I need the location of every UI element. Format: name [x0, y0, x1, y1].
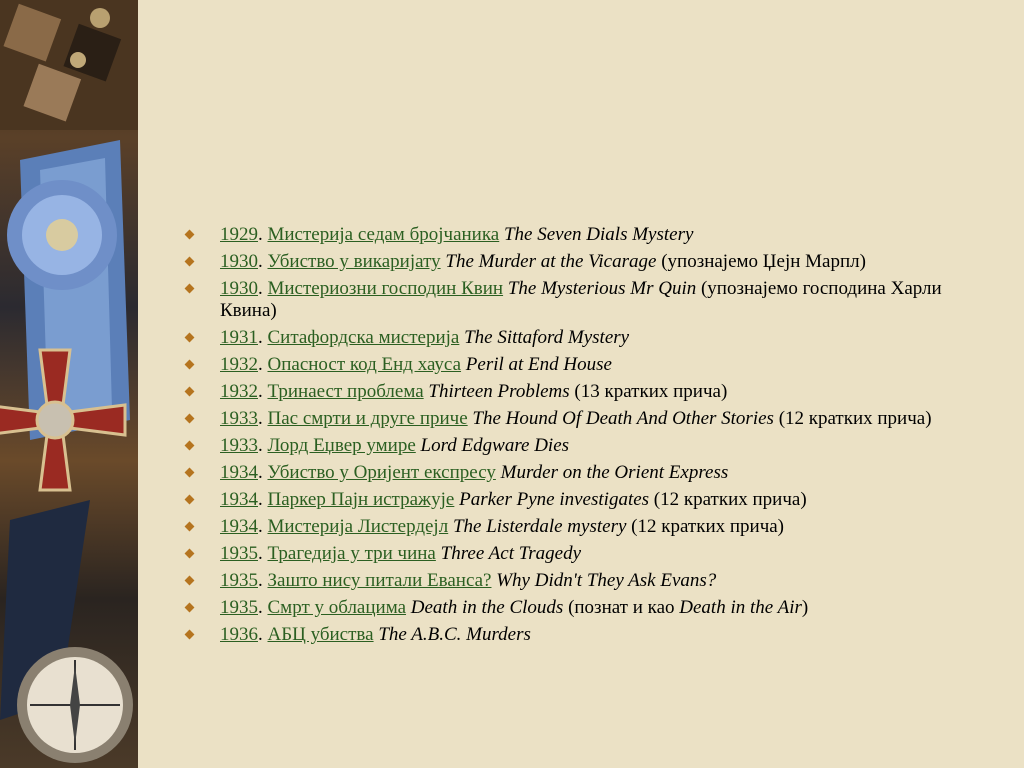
book-list [182, 224, 982, 651]
year-link[interactable]: 1935 [220, 597, 258, 618]
diamond-bullet-icon [185, 333, 195, 343]
serbian-title-link[interactable]: Тринаест проблема [267, 381, 424, 402]
separator: . [258, 251, 268, 272]
english-title: Death in the Clouds [410, 597, 564, 618]
year-link[interactable]: 1935 [220, 570, 258, 591]
diamond-bullet-icon [185, 257, 195, 267]
separator: . [258, 543, 268, 564]
book-note: (13 кратких прича) [574, 381, 728, 402]
book-list-item [182, 543, 982, 565]
separator: . [258, 224, 268, 245]
book-list-item [182, 570, 982, 592]
english-title: The Murder at the Vicarage [445, 251, 657, 272]
serbian-title-link[interactable]: Мистерија Листердејл [267, 516, 449, 537]
diamond-bullet-icon [185, 468, 195, 478]
serbian-title-link[interactable]: Пас смрти и друге приче [267, 408, 468, 429]
english-title: The Listerdale mystery [452, 516, 627, 537]
book-list-item [182, 278, 982, 322]
english-title: Parker Pyne investigates [459, 489, 650, 510]
year-link[interactable]: 1934 [220, 489, 258, 510]
english-title: The Sittaford Mystery [464, 327, 630, 348]
book-note: (упознајемо господина Харли Квина) [220, 278, 942, 321]
english-title: Three Act Tragedy [440, 543, 582, 564]
year-link[interactable]: 1933 [220, 408, 258, 429]
separator: . [258, 462, 268, 483]
english-title: Why Didn't They Ask Evans? [496, 570, 717, 591]
serbian-title-link[interactable]: Зашто нису питали Еванса? [267, 570, 492, 591]
diamond-bullet-icon [185, 414, 195, 424]
diamond-bullet-icon [185, 441, 195, 451]
serbian-title-link[interactable]: Убиство у Оријент експресу [267, 462, 496, 483]
book-note: (упознајемо Џејн Марпл) [661, 251, 866, 272]
diamond-bullet-icon [185, 387, 195, 397]
book-note: (12 кратких прича) [631, 516, 785, 537]
serbian-title-link[interactable]: Трагедија у три чина [267, 543, 436, 564]
decor-illustration [0, 0, 138, 768]
separator: . [258, 381, 268, 402]
book-note: (12 кратких прича) [653, 489, 807, 510]
book-list-item [182, 597, 982, 619]
diamond-bullet-icon [185, 522, 195, 532]
year-link[interactable]: 1935 [220, 543, 258, 564]
year-link[interactable]: 1934 [220, 462, 258, 483]
serbian-title-link[interactable]: Убиство у викаријату [267, 251, 441, 272]
english-title: The Mysterious Mr Quin [507, 278, 697, 299]
english-title: Thirteen Problems [428, 381, 570, 402]
separator: . [258, 597, 268, 618]
book-list-item [182, 251, 982, 273]
serbian-title-link[interactable]: Паркер Пајн истражује [267, 489, 455, 510]
book-note: (познат и као [568, 597, 675, 618]
diamond-bullet-icon [185, 576, 195, 586]
separator: . [258, 327, 268, 348]
book-note-alt-title: Death in the Air [679, 597, 802, 618]
year-link[interactable]: 1933 [220, 435, 258, 456]
serbian-title-link[interactable]: Опасност код Енд хауса [267, 354, 462, 375]
book-note: (12 кратких прича) [778, 408, 932, 429]
english-title: Lord Edgware Dies [420, 435, 570, 456]
english-title: The Seven Dials Mystery [503, 224, 694, 245]
english-title: Peril at End House [465, 354, 612, 375]
serbian-title-link[interactable]: Мистерија седам бројчаника [267, 224, 500, 245]
year-link[interactable]: 1929 [220, 224, 258, 245]
medal-and-compass-photo [0, 0, 138, 768]
book-list-item [182, 489, 982, 511]
separator: . [258, 408, 268, 429]
diamond-bullet-icon [185, 360, 195, 370]
book-list-item [182, 408, 982, 430]
diamond-bullet-icon [185, 603, 195, 613]
book-list-item [182, 224, 982, 246]
separator: . [258, 624, 268, 645]
book-note-end: ) [801, 597, 809, 618]
serbian-title-link[interactable]: АБЦ убиства [267, 624, 374, 645]
year-link[interactable]: 1934 [220, 516, 258, 537]
english-title: The A.B.C. Murders [378, 624, 531, 645]
separator: . [258, 489, 268, 510]
serbian-title-link[interactable]: Лорд Еџвер умире [267, 435, 416, 456]
book-list-item [182, 327, 982, 349]
year-link[interactable]: 1930 [220, 278, 258, 299]
diamond-bullet-icon [185, 630, 195, 640]
book-list-item [182, 381, 982, 403]
diamond-bullet-icon [185, 284, 195, 294]
serbian-title-link[interactable]: Ситафордска мистерија [267, 327, 460, 348]
book-list-item [182, 354, 982, 376]
separator: . [258, 570, 268, 591]
separator: . [258, 354, 268, 375]
book-list-item [182, 624, 982, 646]
serbian-title-link[interactable]: Мистериозни господин Квин [267, 278, 504, 299]
diamond-bullet-icon [185, 495, 195, 505]
slide-content [138, 0, 1024, 768]
year-link[interactable]: 1931 [220, 327, 258, 348]
book-list-item [182, 435, 982, 457]
diamond-bullet-icon [185, 549, 195, 559]
year-link[interactable]: 1932 [220, 354, 258, 375]
diamond-bullet-icon [185, 230, 195, 240]
separator: . [258, 516, 268, 537]
year-link[interactable]: 1930 [220, 251, 258, 272]
separator: . [258, 435, 268, 456]
book-list-item [182, 462, 982, 484]
serbian-title-link[interactable]: Смрт у облацима [267, 597, 407, 618]
year-link[interactable]: 1936 [220, 624, 258, 645]
year-link[interactable]: 1932 [220, 381, 258, 402]
separator: . [258, 278, 268, 299]
english-title: The Hound Of Death And Other Stories [472, 408, 774, 429]
book-list-item [182, 516, 982, 538]
english-title: Murder on the Orient Express [500, 462, 729, 483]
